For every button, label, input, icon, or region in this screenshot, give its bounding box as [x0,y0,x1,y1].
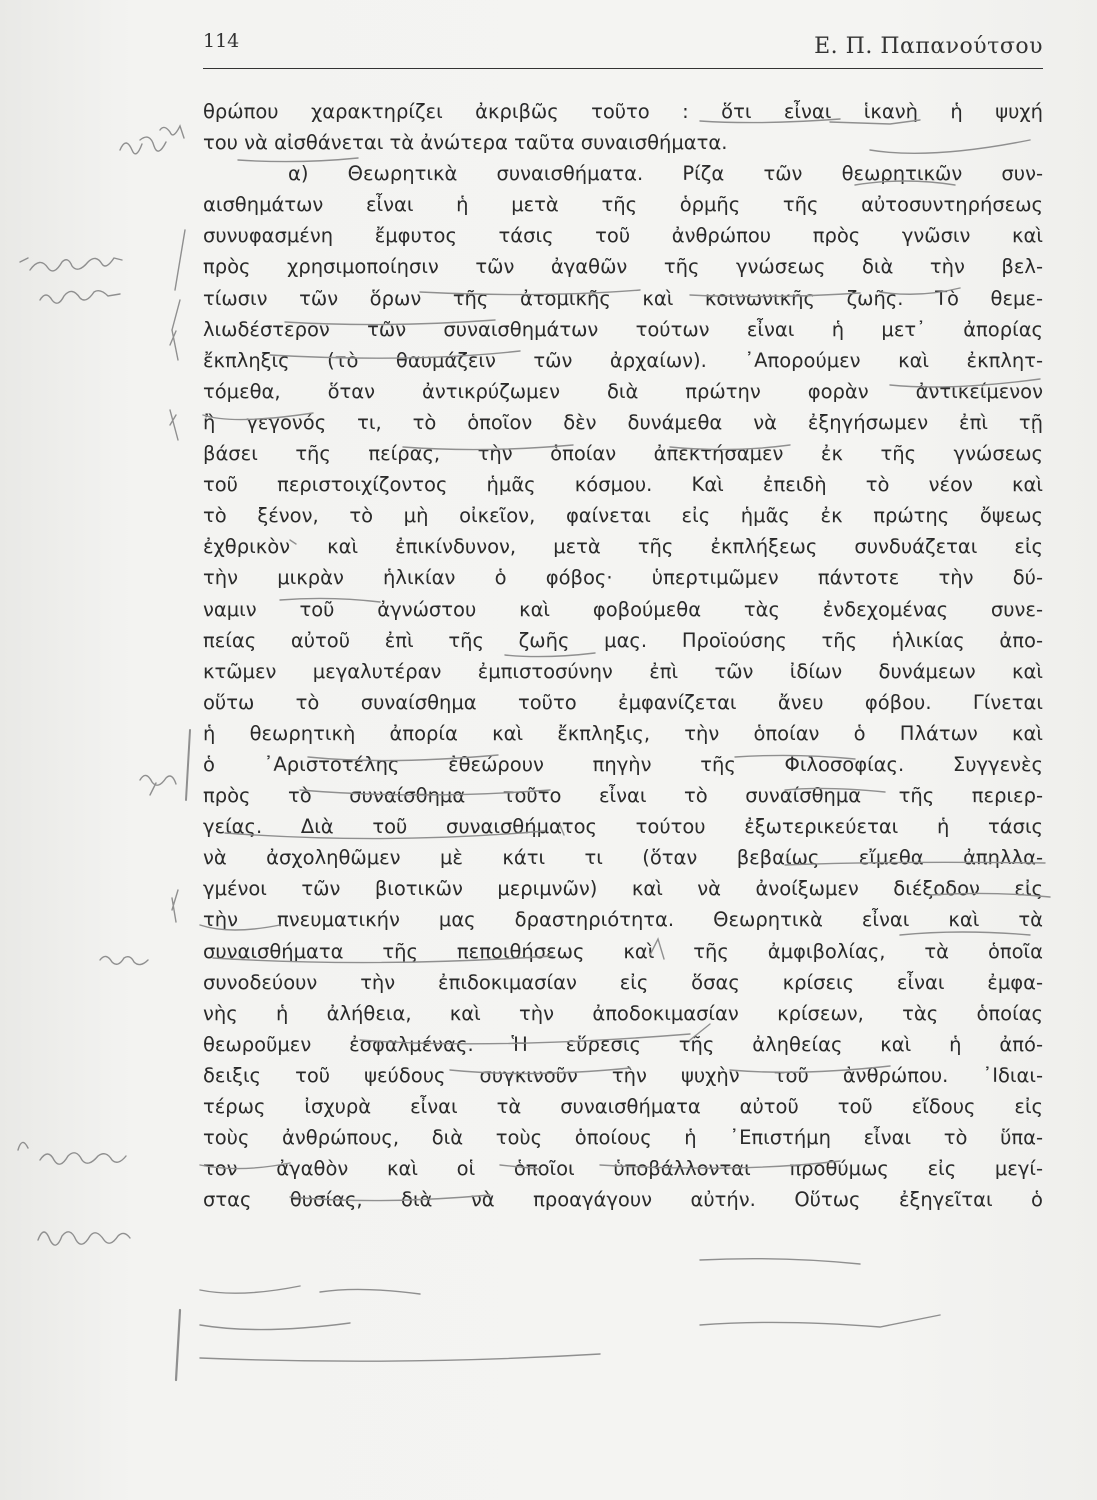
text-line: ὁ ᾽Αριστοτέλης ἐθεώρουν πηγὴν τῆς Φιλοσοφίας. Συγγενὲς [203,752,1043,776]
text-line: ἢ γεγονός τι, τὸ ὁποῖον δὲν δυνάμεθα νὰ ἐξηγήσωμεν ἐπὶ τῇ [203,410,1043,434]
text-line: θρώπου χαρακτηρίζει ἀκριβῶς τοῦτο : ὅτι εἶναι ἱκανὴ ἡ ψυχή [203,100,1043,123]
text-line: συνοδεύουν τὴν ἐπιδοκιμασίαν εἰς ὅσας κρίσεις εἶναι ἐμφα- [203,970,1043,994]
text-line: τὴν μικρὰν ἡλικίαν ὁ φόβος· ὑπερτιμῶμεν πάντοτε τὴν δύ- [203,566,1043,590]
text-line: πείας αὐτοῦ ἐπὶ τῆς ζωῆς μας. Προϊούσης τῆς ἡλικίας ἀπο- [203,628,1043,652]
text-line: γμένοι τῶν βιοτικῶν μεριμνῶν) καὶ νὰ ἀνοίξωμεν διέξοδον εἰς [203,877,1043,901]
text-line: οὕτω τὸ συναίσθημα τοῦτο ἐμφανίζεται ἄνευ φόβου. Γίνεται [203,690,1043,714]
margin-scribble [120,126,184,154]
text-line: βάσει τῆς πείρας, τὴν ὁποίαν ἀπεκτήσαμεν ἐκ τῆς γνώσεως [203,442,1043,466]
page-number: 114 [203,30,240,52]
text-line: τόμεθα, ὅταν ἀντικρύζωμεν διὰ πρώτην φορὰν ἀντικείμενον [203,379,1043,403]
text-line: τὴν πνευματικήν μας δραστηριότητα. Θεωρητικὰ εἶναι καὶ τὰ [203,908,1043,932]
text-line: νὰ ἀσχοληθῶμεν μὲ κάτι τι (ὅταν βεβαίως εἴμεθα ἀπηλλα- [203,846,1043,870]
text-line: κτῶμεν μεγαλυτέραν ἐμπιστοσύνην ἐπὶ τῶν ἰδίων δυνάμεων καὶ [203,659,1043,683]
text-line: συνυφασμένη ἔμφυτος τάσις τοῦ ἀνθρώπου πρὸς γνῶσιν καὶ [203,224,1043,248]
text-line: γείας. Διὰ τοῦ συναισθήματος τούτου ἐξωτερικεύεται ἡ τάσις [203,815,1043,839]
text-line: πρὸς χρησιμοποίησιν τῶν ἀγαθῶν τῆς γνώσεως διὰ τὴν βελ- [203,255,1043,279]
text-line: ἔκπληξις (τὸ θαυμάζειν τῶν ἀρχαίων). ᾽Απορούμεν καὶ ἐκπλητ- [203,348,1043,372]
text-line: δειξις τοῦ ψεύδους συγκινοῦν τὴν ψυχὴν τοῦ ἀνθρώπου. ᾽Ιδιαι- [203,1063,1043,1087]
text-line: του νὰ αἰσθάνεται τὰ ἀνώτερα ταῦτα συναισθήματα. [203,131,728,155]
running-head: Ε. Π. Παπανούτσου [814,34,1043,59]
text-line: συναισθήματα τῆς πεποιθήσεως καὶ τῆς ἀμφιβολίας, τὰ ὁποῖα [203,939,1043,963]
text-line: θεωροῦμεν ἐσφαλμένας. Ἡ εὕρεσις τῆς ἀληθείας καὶ ἡ ἀπό- [203,1032,1043,1056]
text-line: ναμιν τοῦ ἀγνώστου καὶ φοβούμεθα τὰς ἐνδεχομένας συνε- [203,597,1043,621]
text-line: αισθημάτων εἶναι ἡ μετὰ τῆς ὁρμῆς τῆς αὐτοσυντηρήσεως [203,193,1043,217]
text-line: τὸ ξένον, τὸ μὴ οἰκεῖον, φαίνεται εἰς ἡμᾶς ἐκ πρώτης ὄψεως [203,504,1043,528]
text-line: ἐχθρικὸν καὶ ἐπικίνδυνον, μετὰ τῆς ἐκπλήξεως συνδυάζεται εἰς [203,535,1043,559]
text-line: τοὺς ἀνθρώπους, διὰ τοὺς ὁποίους ἡ ᾽Επιστήμη εἶναι τὸ ὕπα- [203,1126,1043,1150]
text-line: τον ἀγαθὸν καὶ οἱ ὁποῖοι ὑποβάλλονται προθύμως εἰς μεγί- [203,1157,1043,1181]
text-line: τέρως ἰσχυρὰ εἶναι τὰ συναισθήματα αὐτοῦ τοῦ εἴδους εἰς [203,1095,1043,1118]
text-line: τοῦ περιστοιχίζοντος ἡμᾶς κόσμου. Καὶ ἐπειδὴ τὸ νέον καὶ [203,473,1043,497]
text-line: τίωσιν τῶν ὅρων τῆς ἀτομικῆς καὶ κοινωνικῆς ζωῆς. Τὸ θεμε- [203,286,1043,310]
body-text [203,96,1043,1215]
text-line: νὴς ἡ ἀλήθεια, καὶ τὴν ἀποδοκιμασίαν κρίσεων, τὰς ὁποίας [203,1001,1043,1025]
section-heading-line: α) Θεωρητικὰ συναισθήματα. Ρίζα τῶν θεωρητικῶν συν- [288,162,1043,186]
text-line: λιωδέστερον τῶν συναισθημάτων τούτων εἶναι ἡ μετ᾽ ἀπορίας [203,317,1043,341]
text-line: στας θυσίας, διὰ νὰ προαγάγουν αὐτήν. Οὕτως ἐξηγεῖται ὁ [203,1188,1043,1212]
text-line: ἡ θεωρητικὴ ἀπορία καὶ ἔκπληξις, τὴν ὁποίαν ὁ Πλάτων καὶ [203,721,1043,745]
page-header [203,22,1043,69]
text-line: πρὸς τὸ συναίσθημα τοῦτο εἶναι τὸ συναίσθημα τῆς περιερ- [203,784,1043,808]
